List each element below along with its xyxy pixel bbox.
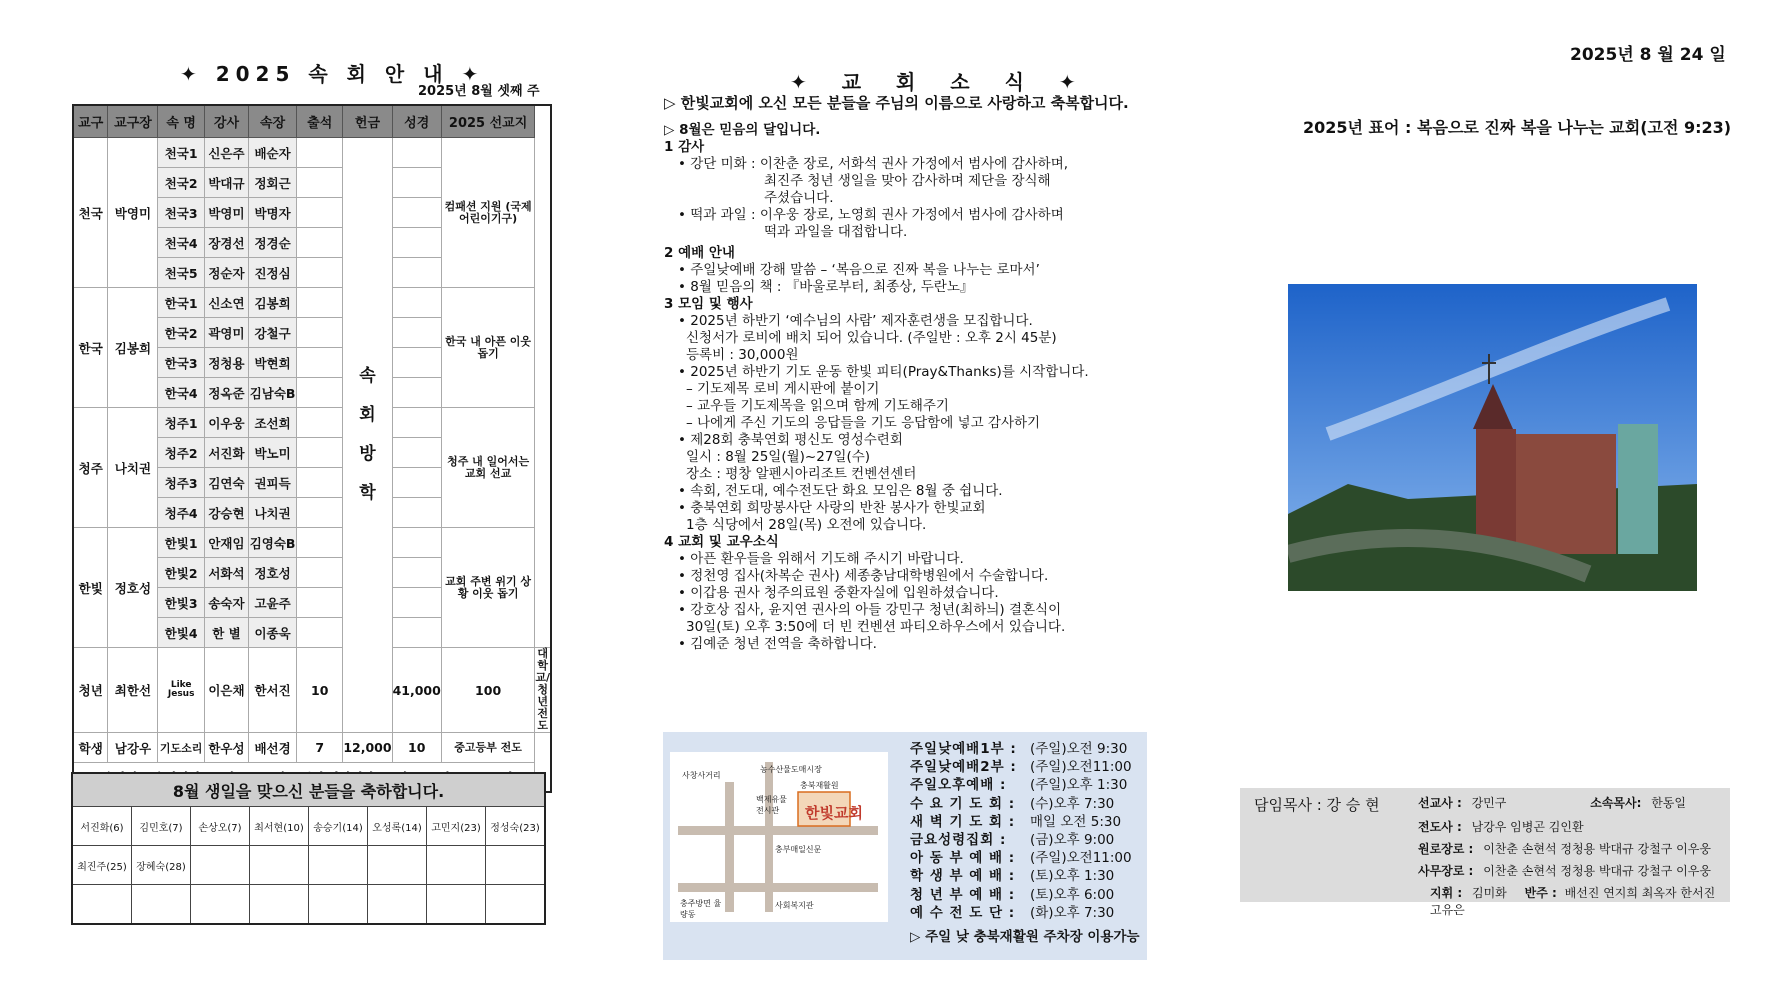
birthday-cell: 정성숙(23) [486,807,546,846]
cell: 송숙자 [204,588,248,618]
staff-role: 반주 : [1524,886,1557,900]
cell: 청주3 [158,468,204,498]
service-row: 수 요 기 도 회 : (수)오후 7:30 [910,795,1115,812]
section-heading: 4 교회 및 교우소식 [664,534,779,550]
staff-role: 지휘 : [1430,886,1463,900]
birthday-cell: 장혜숙(28) [132,846,191,885]
birthday-cell: 오성록(14) [368,807,427,846]
cell: 7 [297,733,343,763]
news-line: 일시 : 8월 25일(월)~27일(수) [686,449,871,465]
leader-cell: 김봉희 [108,288,158,408]
cell: 정옥준 [204,378,248,408]
district-cell: 천국 [73,138,108,288]
news-line: 신청서가 로비에 배치 되어 있습니다. (주일반 : 오후 2시 45분) [686,330,1057,346]
cell: 배순자 [249,138,297,168]
news-line: • 제28회 충북연회 평신도 영성수련회 [678,432,903,448]
news-line: • 김예준 청년 전역을 축하합니다. [678,636,877,652]
col-header: 속장 [249,105,297,138]
cell: 김연숙 [204,468,248,498]
map-label: 사회복지관 [775,901,814,910]
cell: 천국1 [158,138,204,168]
cell: 조선희 [249,408,297,438]
cell: 청주2 [158,438,204,468]
service-row: 청 년 부 예 배 : (토)오후 6:00 [910,886,1115,903]
cell: 남강우 [108,733,158,763]
service-row: 학 생 부 예 배 : (토)오후 1:30 [910,868,1115,885]
cell: 권피득 [249,468,297,498]
staff-box [1240,788,1730,917]
news-line: • 속회, 전도대, 예수전도단 화요 모임은 8월 중 쉽니다. [678,483,1003,499]
staff-names: 이찬춘 손현석 정청용 박대규 강철구 이우웅 [1483,864,1711,878]
week-label: 2025년 8월 셋째 주 [418,84,540,99]
cell: 안재임 [204,528,248,558]
cell: 정청용 [204,348,248,378]
pastor-name: 담임목사 : 강 승 현 [1254,796,1380,814]
map-label: 백제유물 전시관 [756,795,787,815]
service-row: 아 동 부 예 배 : (주일)오전11:00 [910,850,1132,867]
staff-role: 소속목사: [1590,796,1642,810]
map-label: 충주방면 율량동 [680,899,722,919]
cell: 천국2 [158,168,204,198]
cell: 강철구 [249,318,297,348]
mission-cell: 컴패션 지원 (국제어린이기구) [441,138,535,288]
col-header: 헌금 [343,105,392,138]
birthday-cell: 고민지(23) [427,807,486,846]
cell: 한국4 [158,378,204,408]
staff-role: 사무장로 : [1418,864,1474,878]
news-title: ✦ 교 회 소 식 ✦ [790,70,1090,94]
vacation-cell: 속 회 방 학 [343,138,392,733]
staff-names: 김미화 [1472,886,1507,900]
col-header: 2025 선교지 [441,105,535,138]
news-line: 30일(토) 오후 3:50에 더 빈 컨벤션 파티오하우스에서 있습니다. [686,619,1066,635]
col-header: 속 명 [158,105,204,138]
mission-cell: 한국 내 아픈 이웃 돕기 [441,288,535,408]
leader-cell: 나치권 [108,408,158,528]
col-header: 교구장 [108,105,158,138]
map-church-label: 한빛교회 [805,804,863,822]
section-heading: 1 감사 [664,139,705,155]
birthday-cell: 김민호(7) [132,807,191,846]
col-header: 출석 [297,105,343,138]
news-line: 장소 : 평창 알펜시아리조트 컨벤션센터 [686,466,917,482]
news-line: • 정천영 집사(차복순 권사) 세종충남대학병원에서 수술합니다. [678,568,1049,584]
cell: 한빛1 [158,528,204,558]
news-line: • 8월 믿음의 책 : 『바울로부터, 최종상, 두란노』 [678,279,974,295]
news-line: 등록비 : 30,000원 [686,347,799,363]
service-row: 주일오후예배 : (주일)오후 1:30 [910,777,1128,794]
cell: 12,000 [343,733,392,763]
cell: 100 [441,648,535,733]
cell: 한우성 [204,733,248,763]
cell: 한국1 [158,288,204,318]
birthday-table [71,772,546,925]
col-header: 성경 [392,105,441,138]
cell: 청주4 [158,498,204,528]
section-heading: 3 모임 및 행사 [664,296,753,312]
cell: 이은채 [204,648,248,733]
news-line: 1층 식당에서 28일(목) 오전에 있습니다. [686,517,927,533]
cell: 41,000 [392,648,441,733]
cell: 한빛2 [158,558,204,588]
news-line: 떡과 과일을 대접합니다. [764,224,908,240]
cell: 박노미 [249,438,297,468]
staff-role: 선교사 : [1418,796,1462,810]
cell: 곽영미 [204,318,248,348]
news-line: – 기도제목 로비 게시판에 붙이기 [686,381,880,397]
cell: 장경선 [204,228,248,258]
mission-cell: 교회 주변 위기 상황 이웃 돕기 [441,528,535,648]
staff-names: 강민구 [1471,796,1507,810]
parking-note: ▷ 주일 낮 충북재활원 주차장 이용가능 [910,929,1140,946]
cell: 신은주 [204,138,248,168]
news-line: – 나에게 주신 기도의 응답들을 기도 응답함에 넣고 감사하기 [686,415,1041,431]
attendance-title: ✦ 2025 속 회 안 내 ✦ [180,62,485,86]
map-label: 사창사거리 [682,771,721,780]
leader-cell: 정호성 [108,528,158,648]
news-line: • 2025년 하반기 기도 운동 한빛 피티(Pray&Thanks)를 시작합니다. [678,364,1089,380]
cell: 중고등부 전도 [441,733,535,763]
cell: 정회근 [249,168,297,198]
news-body [664,95,1164,653]
section-heading: 2 예배 안내 [664,245,735,261]
staff-role: 원로장로 : [1418,842,1474,856]
map-label: 충북재활원 [800,781,839,790]
cell: 10 [297,648,343,733]
birthday-cell: 손상오(7) [191,807,250,846]
map-label: 농수산물도매시장 [760,765,822,774]
cell: 한서진 [249,648,297,733]
cell: 배선경 [249,733,297,763]
service-row: 새 벽 기 도 회 : 매일 오전 5:30 [910,813,1122,830]
cell: 정경순 [249,228,297,258]
service-row: 예 수 전 도 단 : (화)오후 7:30 [910,904,1115,921]
news-line: – 교우들 기도제목을 읽으며 함께 기도해주기 [686,398,949,414]
cell: 10 [392,733,441,763]
staff-names: 배선진 연지희 최옥자 한서진 고유은 [1430,886,1716,917]
cell: 천국5 [158,258,204,288]
service-row: 주일낮예배2부 : (주일)오전11:00 [910,759,1132,776]
cell: 박현희 [249,348,297,378]
cell: 김봉희 [249,288,297,318]
welcome-line: ▷ 한빛교회에 오신 모든 분들을 주님의 이름으로 사랑하고 축복합니다. [664,94,1129,112]
staff-role: 전도사 : [1418,820,1462,834]
cell: 최한선 [108,648,158,733]
service-row: 주일낮예배1부 : (주일)오전 9:30 [910,741,1128,757]
cell: 나치권 [249,498,297,528]
cell: 이우웅 [204,408,248,438]
news-line: 주셨습니다. [764,190,834,206]
cell: 강승현 [204,498,248,528]
cell: 정호성 [249,558,297,588]
news-line: • 강호상 집사, 윤지연 권사의 아들 강민구 청년(최하늬) 결혼식이 [678,602,1062,618]
staff-names: 한동일 [1651,796,1686,810]
yearly-motto: 2025년 표어 : 복음으로 진짜 복을 나누는 교회(고전 9:23) [1303,118,1732,137]
cell: 대학교/청년 전도 [535,647,551,732]
news-line: • 이갑용 권사 청주의료원 중환자실에 입원하셨습니다. [678,585,999,601]
cell: 기도소리 [158,733,204,763]
cell: 박명자 [249,198,297,228]
news-line: • 주일낮예배 강해 말씀 – ‘복음으로 진짜 복을 나누는 로마서’ [678,262,1040,278]
cell: 박영미 [204,198,248,228]
news-line: • 강단 미화 : 이찬춘 장로, 서화석 권사 가정에서 범사에 감사하며, [678,156,1069,172]
birthday-cell: 서진화(6) [72,807,132,846]
news-line: • 떡과 과일 : 이우웅 장로, 노영희 권사 가정에서 범사에 감사하며 [678,207,1064,223]
cell: 천국3 [158,198,204,228]
news-line: • 2025년 하반기 ‘예수님의 사람’ 제자훈련생을 모집합니다. [678,313,1033,329]
map-label: 충부매일신문 [775,845,822,854]
cell: 박대규 [204,168,248,198]
mission-cell: 청주 내 일어서는 교회 선교 [441,408,535,528]
news-line: • 아픈 환우들을 위해서 기도해 주시기 바랍니다. [678,551,964,567]
cell: 한빛4 [158,618,204,648]
birthday-cell: 최진주(25) [72,846,132,885]
attendance-table [72,104,552,793]
cell: 이종욱 [249,618,297,648]
cell: 한국3 [158,348,204,378]
staff-names: 이찬춘 손현석 정청용 박대규 강철구 이우웅 [1483,842,1711,856]
cell: 서화석 [204,558,248,588]
cell: 한국2 [158,318,204,348]
cell: 신소연 [204,288,248,318]
cell: 김영숙B [249,528,297,558]
church-photo [1288,284,1697,591]
cell: 서진화 [204,438,248,468]
district-cell: 한국 [73,288,108,408]
leader-cell: 박영미 [108,138,158,288]
birthday-cell: 송승기(14) [309,807,368,846]
cell: 김남숙B [249,378,297,408]
service-times [910,740,1140,946]
cell: Like Jesus [158,648,204,733]
cell: 청주1 [158,408,204,438]
staff-names: 남강우 임병곤 김인환 [1471,820,1584,834]
col-header: 교구 [73,105,108,138]
cell: 청년 [73,648,108,733]
birthday-cell: 최서현(10) [250,807,309,846]
cell: 진정심 [249,258,297,288]
bulletin-date: 2025년 8 월 24 일 [1570,45,1726,65]
cell: 한 별 [204,618,248,648]
cell: 고윤주 [249,588,297,618]
district-cell: 청주 [73,408,108,528]
birthday-title: 8월 생일을 맞으신 분들을 축하합니다. [72,773,545,807]
cell: 학생 [73,733,108,763]
col-header: 강사 [204,105,248,138]
month-line: ▷ 8월은 믿음의 달입니다. [664,122,821,138]
cell: 천국4 [158,228,204,258]
service-row: 금요성령집회 : (금)오후 9:00 [910,832,1115,849]
location-map [670,752,888,922]
cell: 한빛3 [158,588,204,618]
news-line: • 충북연회 희망봉사단 사랑의 반찬 봉사가 한빛교회 [678,500,986,516]
cell: 정순자 [204,258,248,288]
district-cell: 한빛 [73,528,108,648]
news-line: 최진주 청년 생일을 맞아 감사하며 제단을 장식해 [764,173,1051,189]
